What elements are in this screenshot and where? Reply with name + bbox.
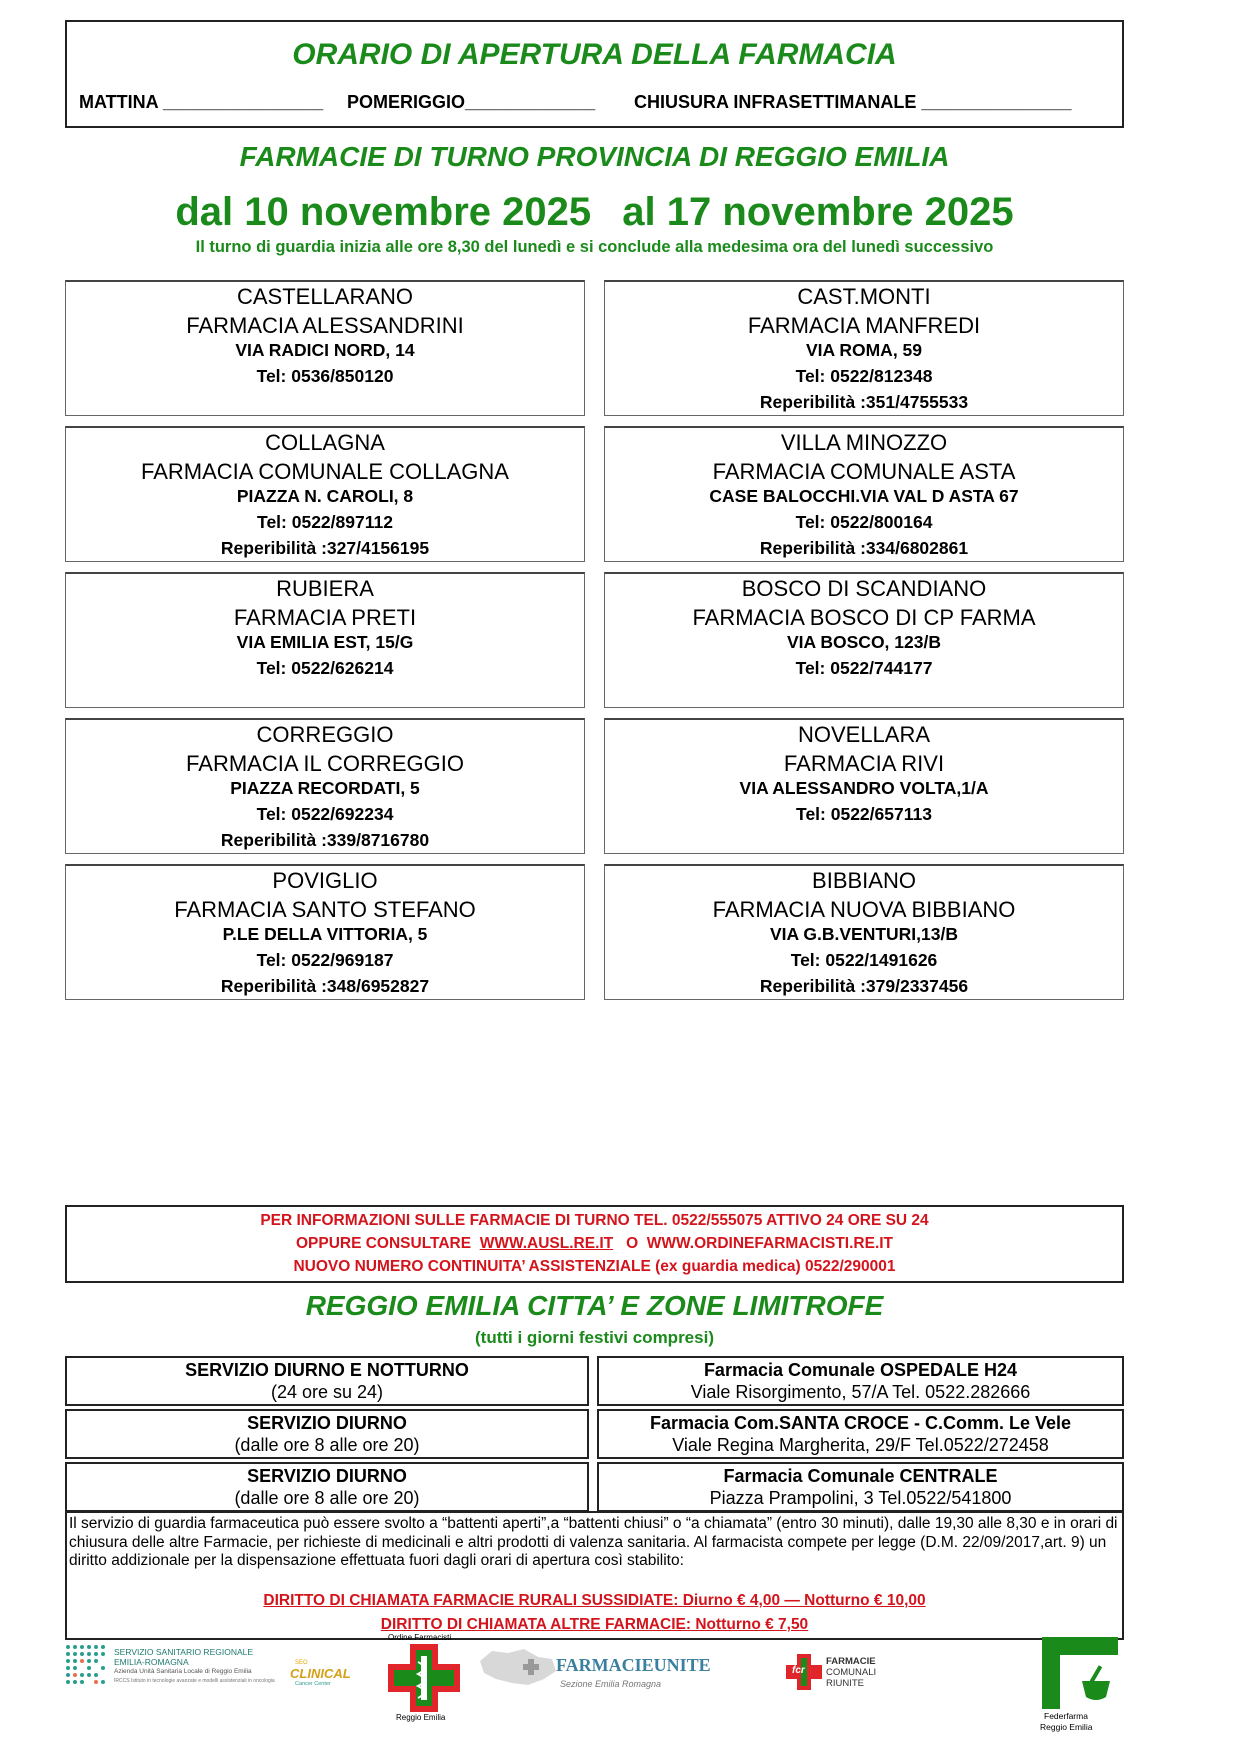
pharmacy-card (604, 280, 1124, 416)
service-pharmacy-box (597, 1356, 1124, 1406)
pharmacy-address: VIA BOSCO, 123/B (787, 632, 941, 652)
federfarma-logo (1038, 1637, 1122, 1737)
clinical-logo (290, 1660, 360, 1690)
pharmacy-address: CASE BALOCCHI.VIA VAL D ASTA 67 (709, 486, 1019, 506)
ssr-line4: IRCCS Istituto in tecnologie avanzate e modelli assistenziali in oncologia (114, 1678, 275, 1684)
ordine-bottom: Reggio Emilia (396, 1713, 446, 1722)
ssr-logo (64, 1641, 274, 1691)
info-line-websites (67, 1232, 1122, 1255)
province-title: FARMACIE DI TURNO PROVINCIA DI REGGIO EMILIA (239, 141, 950, 172)
pharmacy-address: VIA EMILIA EST, 15/G (236, 632, 414, 652)
pharmacy-town: CORREGGIO (256, 722, 394, 747)
service-pharmacy-box (597, 1462, 1124, 1512)
pharmacy-phone: Tel: 0522/1491626 (790, 950, 938, 970)
pharmacy-name: FARMACIA ALESSANDRINI (186, 313, 464, 338)
pharmacy-card (604, 718, 1124, 854)
clinical-name: CLINICAL (290, 1666, 351, 1681)
pharmacy-name: FARMACIA IL CORREGGIO (186, 751, 464, 776)
service-type: SERVIZIO DIURNO (247, 1466, 407, 1486)
pharmacy-card (65, 426, 585, 562)
ordine-farmacisti-logo (384, 1633, 464, 1723)
ausl-link[interactable]: WWW.AUSL.RE.IT (479, 1235, 614, 1252)
farmacie-unite-logo (478, 1645, 728, 1693)
ssr-line3: Azienda Unità Sanitaria Locale di Reggio Emilia (114, 1668, 252, 1675)
federfarma-mortar-icon (1042, 1637, 1118, 1709)
info-line-continuity: NUOVO NUMERO CONTINUITA’ ASSISTENZIALE (ex guardia medica) 0522/290001 (293, 1258, 896, 1275)
morning-label: MATTINA ________________ (79, 92, 324, 112)
rules-box (65, 1511, 1124, 1640)
clinical-top: SEO (295, 1660, 308, 1666)
pharmacy-name: FARMACIA RIVI (783, 751, 945, 776)
pharmacy-card (604, 426, 1124, 562)
pharmacy-phone: Tel: 0522/657113 (796, 804, 932, 824)
service-type: SERVIZIO DIURNO E NOTTURNO (185, 1360, 469, 1380)
pharmacy-address: VIA ALESSANDRO VOLTA,1/A (739, 778, 989, 798)
service-pharmacy-box (597, 1409, 1124, 1459)
pharmacy-name: FARMACIA PRETI (233, 605, 417, 630)
pharmacy-phone: Tel: 0522/812348 (795, 366, 933, 386)
pharmacy-phone: Tel: 0522/800164 (795, 512, 933, 532)
pharmacy-phone: Tel: 0522/897112 (257, 512, 393, 532)
fcr-line1: FARMACIE (826, 1656, 876, 1667)
pharmacy-cross-icon (388, 1644, 460, 1712)
pharmacy-address: P.LE DELLA VITTORIA, 5 (222, 924, 428, 944)
rules-text: Il servizio di guardia farmaceutica può essere svolto a “battenti aperti”,a “battenti chiusi” o “a chiamata” (entro 30 minuti), dalle 19,30 alle 8,30 e in orari di chiusura delle altre Farmacie, per richieste di medicinali e altri prodotti di valenza sanitaria. Al farmacista compete per legge (D.M. 22/09/2017,art. 9) un diritto addizionale per la dispensazione effettuata fuori dagli orari di apertura così stabilito: (69, 1515, 1118, 1569)
pharmacy-on-call: Reperibilità :339/8716780 (220, 830, 430, 850)
pharmacy-town: BIBBIANO (812, 868, 916, 893)
pharmacy-on-call: Reperibilità :351/4755533 (759, 392, 969, 412)
service-hours: (24 ore su 24) (270, 1382, 384, 1402)
service-pharmacy-name: Farmacia Comunale CENTRALE (723, 1466, 998, 1486)
service-type-box (65, 1356, 589, 1406)
service-pharmacy-address: Viale Regina Margherita, 29/F Tel.0522/272458 (672, 1435, 1049, 1455)
date-range (65, 190, 1124, 235)
pharmacy-name: FARMACIA NUOVA BIBBIANO (712, 897, 1016, 922)
info-or-label: O (626, 1235, 639, 1252)
pharmacy-name: FARMACIA MANFREDI (747, 313, 981, 338)
pharmacy-on-call: Reperibilità :379/2337456 (759, 976, 969, 996)
pharmacy-address: PIAZZA N. CAROLI, 8 (236, 486, 414, 506)
ssr-line1: SERVIZIO SANITARIO REGIONALE (114, 1647, 254, 1657)
pharmacy-address: PIAZZA RECORDATI, 5 (230, 778, 420, 798)
clinical-sub: Cancer Center (295, 1681, 331, 1687)
pharmacy-on-call: Reperibilità :334/6802861 (759, 538, 969, 558)
date-to: al 17 novembre 2025 (622, 190, 1014, 234)
service-pharmacy-address: Viale Risorgimento, 57/A Tel. 0522.282666 (690, 1382, 1031, 1402)
pharmacy-name: FARMACIA COMUNALE ASTA (712, 459, 1016, 484)
info-consult-label: OPPURE CONSULTARE (295, 1235, 472, 1252)
opening-hours-box (65, 20, 1124, 128)
city-subtitle: (tutti i giorni festivi compresi) (475, 1328, 714, 1347)
federfarma-line2: Reggio Emilia (1040, 1722, 1093, 1732)
pharmacy-name: FARMACIA COMUNALE COLLAGNA (141, 459, 509, 484)
pharmacy-card (604, 864, 1124, 1000)
pharmacy-on-call: Reperibilità :327/4156195 (220, 538, 430, 558)
pharmacy-town: CAST.MONTI (797, 284, 931, 309)
city-title: REGGIO EMILIA CITTA’ E ZONE LIMITROFE (305, 1290, 884, 1321)
ordine-top: Ordine Farmacisti (388, 1633, 452, 1642)
region-map-icon (478, 1645, 558, 1689)
pharmacy-town: VILLA MINOZZO (780, 430, 948, 455)
pharmacy-card (65, 864, 585, 1000)
service-pharmacy-name: Farmacia Comunale OSPEDALE H24 (703, 1360, 1018, 1380)
pharmacy-card (65, 718, 585, 854)
service-hours: (dalle ore 8 alle ore 20) (234, 1435, 420, 1455)
info-box (65, 1205, 1124, 1283)
pharmacy-town: NOVELLARA (797, 722, 931, 747)
pharmacy-name: FARMACIA BOSCO DI CP FARMA (692, 605, 1036, 630)
date-from: dal 10 novembre 2025 (175, 190, 592, 234)
weekly-closing-label: CHIUSURA INFRASETTIMANALE _______________ (634, 92, 1072, 112)
opening-hours-title: ORARIO DI APERTURA DELLA FARMACIA (292, 38, 897, 71)
federfarma-line1: Federfarma (1044, 1711, 1088, 1721)
pharmacy-town: POVIGLIO (272, 868, 378, 893)
pharmacy-phone: Tel: 0522/744177 (795, 658, 933, 678)
service-pharmacy-name: Farmacia Com.SANTA CROCE - C.Comm. Le Vele (649, 1413, 1072, 1433)
fee-other: DIRITTO DI CHIAMATA ALTRE FARMACIE: Notturno € 7,50 (380, 1616, 809, 1633)
fcr-logo (786, 1652, 896, 1692)
pharmacy-phone: Tel: 0522/626214 (256, 658, 394, 678)
pharmacy-address: VIA RADICI NORD, 14 (235, 340, 415, 360)
pharmacy-phone: Tel: 0536/850120 (256, 366, 394, 386)
afternoon-label: POMERIGGIO_____________ (347, 92, 596, 112)
service-type-box (65, 1462, 589, 1512)
service-hours: (dalle ore 8 alle ore 20) (234, 1488, 420, 1508)
fcr-mark: fcr (792, 1665, 805, 1676)
pharmacy-card (65, 280, 585, 416)
fee-rural: DIRITTO DI CHIAMATA FARMACIE RURALI SUSSIDIATE: Diurno € 4,00 — Notturno € 10,00 (263, 1592, 926, 1609)
service-type: SERVIZIO DIURNO (247, 1413, 407, 1433)
pharmacy-card (65, 572, 585, 708)
pharmacy-phone: Tel: 0522/969187 (256, 950, 394, 970)
pharmacy-card (604, 572, 1124, 708)
pharmacy-address: VIA ROMA, 59 (805, 340, 923, 360)
shift-note: Il turno di guardia inizia alle ore 8,30 del lunedì e si conclude alla medesima ora del lunedì successivo (195, 238, 994, 256)
farmacie-unite-sub: Sezione Emilia Romagna (560, 1679, 662, 1689)
pharmacy-town: COLLAGNA (265, 430, 385, 455)
pharmacy-address: VIA G.B.VENTURI,13/B (770, 924, 958, 944)
ordine-link[interactable]: WWW.ORDINEFARMACISTI.RE.IT (646, 1235, 894, 1252)
service-pharmacy-address: Piazza Prampolini, 3 Tel.0522/541800 (709, 1488, 1012, 1508)
info-line-phone: PER INFORMAZIONI SULLE FARMACIE DI TURNO TEL. 0522/555075 ATTIVO 24 ORE SU 24 (260, 1212, 929, 1229)
pharmacy-on-call: Reperibilità :348/6952827 (220, 976, 430, 996)
pharmacy-town: BOSCO DI SCANDIANO (741, 576, 987, 601)
ssr-dots-icon (64, 1643, 110, 1689)
farmacie-unite-name: FARMACIEUNITE (556, 1655, 711, 1675)
fcr-line3: RIUNITE (826, 1678, 864, 1689)
pharmacy-phone: Tel: 0522/692234 (256, 804, 394, 824)
pharmacy-name: FARMACIA SANTO STEFANO (174, 897, 476, 922)
pharmacy-town: RUBIERA (276, 576, 374, 601)
pharmacy-town: CASTELLARANO (236, 284, 414, 309)
ssr-line2: EMILIA-ROMAGNA (114, 1657, 189, 1667)
fcr-line2: COMUNALI (826, 1667, 877, 1678)
service-type-box (65, 1409, 589, 1459)
